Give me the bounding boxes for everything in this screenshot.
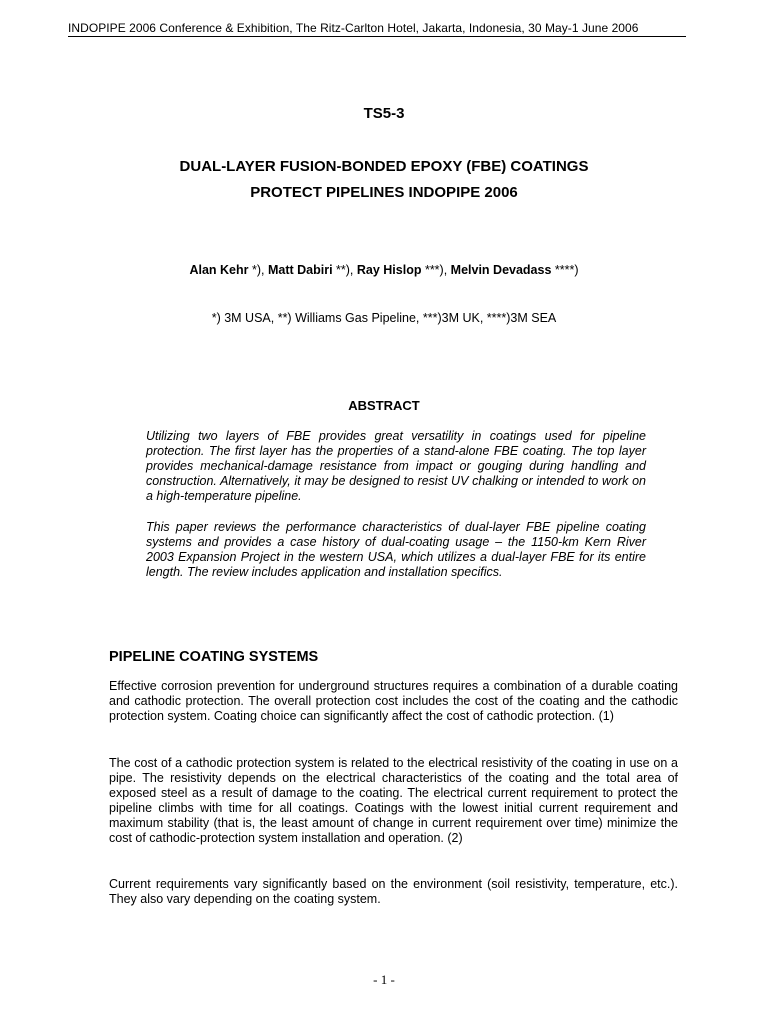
author-mark: ***), [421,263,451,277]
page-number: - 1 - [373,972,395,987]
abstract-heading: ABSTRACT [348,398,420,413]
paper-id: TS5-3 [363,105,405,122]
body-paragraph-2: The cost of a cathodic protection system is related to the electrical resistivity of the coating in use on a pipe. The resistivity depends on the electrical characteristics of the coating and the total area of exposed steel as a result of damage to the coating. The electrical current requirement to protect the pipeline climbs with time for all coatings. Coatings with the lowest initial current requirement and maximum stability (that is, the least amount of change in current requirement over time) minimize the cost of cathodic-protection system installation and operation. (2) [109,756,678,845]
abstract-paragraph-2: This paper reviews the performance characteristics of dual-layer FBE pipeline coating systems and provides a case history of dual-coating usage – the 1150-km Kern River 2003 Expansion Project in the western USA, which utilizes a dual-layer FBE for its entire length. The review includes application and installation specifics. [146,520,646,579]
abstract-paragraph-1: Utilizing two layers of FBE provides great versatility in coatings used for pipeline protection. The first layer has the properties of a stand-alone FBE coating. The top layer provides mechanical-damage resistance from impact or gouging during handling and construction. Alternatively, it may be designed to resist UV chalking or intended to work on a high-temperature pipeline. [146,429,646,503]
author-mark: ****) [551,263,579,277]
paper-title-line-2: PROTECT PIPELINES INDOPIPE 2006 [250,184,518,201]
author-mark: **), [332,263,357,277]
affiliations: *) 3M USA, **) Williams Gas Pipeline, ***)3M UK, ****)3M SEA [211,311,557,325]
paper-title [0,154,768,206]
author-name: Matt Dabiri [267,263,333,277]
author-name: Alan Kehr [189,263,249,277]
body-paragraph-3: Current requirements vary significantly based on the environment (soil resistivity, temperature, etc.). They also vary depending on the coating system. [109,877,678,906]
author-list [0,262,768,278]
author-name: Ray Hislop [356,263,422,277]
running-header: INDOPIPE 2006 Conference & Exhibition, The Ritz-Carlton Hotel, Jakarta, Indonesia, 30 May-1 June 2006 [68,21,639,35]
author-mark: *), [248,263,268,277]
header-rule [68,36,686,37]
section-heading: PIPELINE COATING SYSTEMS [109,649,319,665]
body-paragraph-1: Effective corrosion prevention for underground structures requires a combination of a durable coating and cathodic protection. The overall protection cost includes the cost of the coating and the cathodic protection system. Coating choice can significantly affect the cost of cathodic protection. (1) [109,679,678,723]
author-name: Melvin Devadass [450,263,552,277]
paper-title-line-1: DUAL-LAYER FUSION-BONDED EPOXY (FBE) COATINGS [179,158,589,175]
